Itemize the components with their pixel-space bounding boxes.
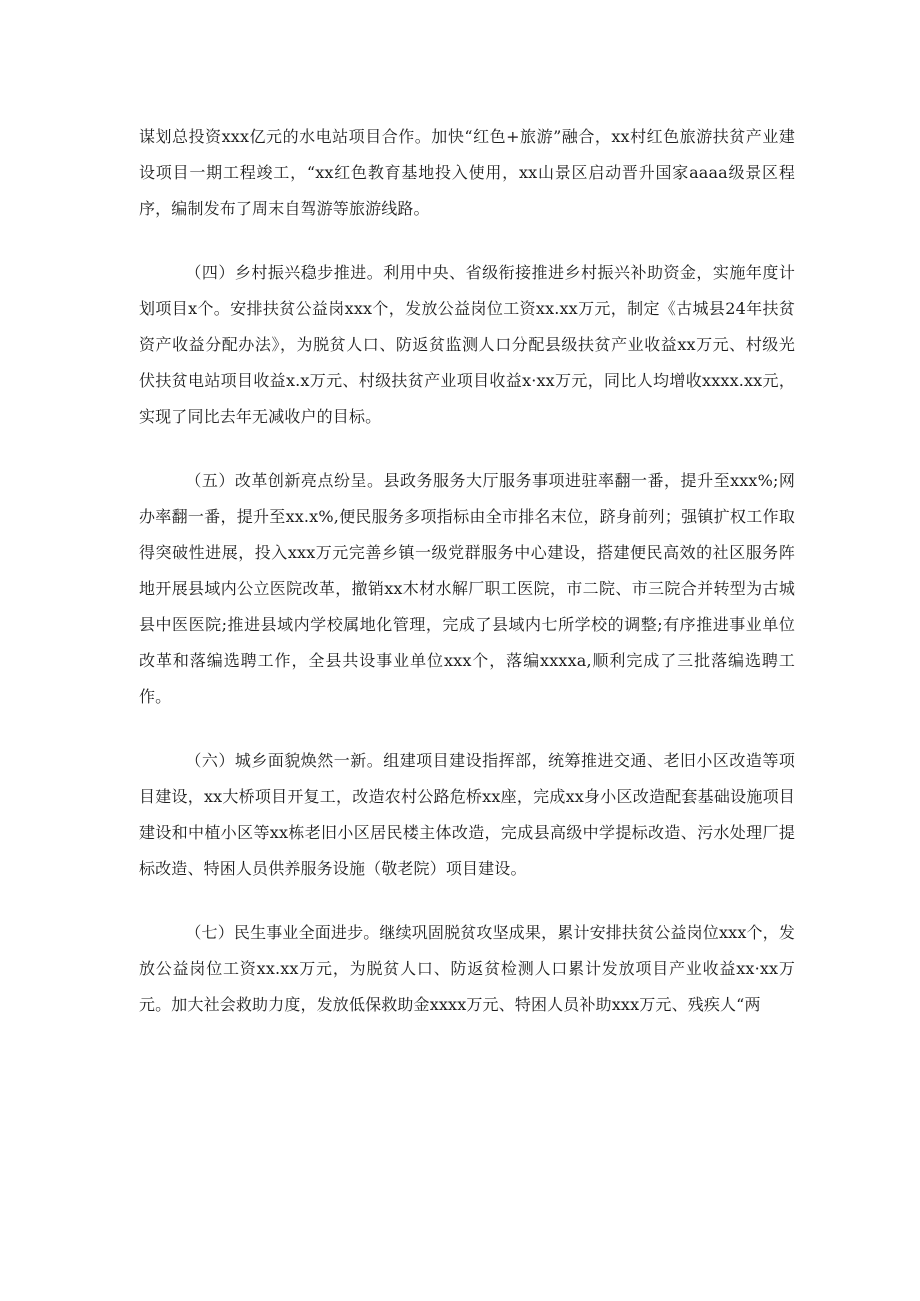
paragraph-tourism: 谋划总投资xxx亿元的水电站项目合作。加快“红色+旅游”融合，xx村红色旅游扶贫产业建设项目一期工程竣工，“xx红色教育基地投入使用，xx山景区启动晋升国家aaaa级景区程序，编制发布了周末自驾游等旅游线路。 [139, 127, 795, 218]
paragraph-urban-rural: （六）城乡面貌焕然一新。组建项目建设指挥部，统筹推进交通、老旧小区改造等项目建设，xx大桥项目开复工，改造农村公路危桥xx座，完成xx身小区改造配套基础设施项目建设和中植小区等xx栋老旧小区居民楼主体改造，完成县高级中学提标改造、污水处理厂提标改造、特困人员供养服务设施（敬老院）项目建设。 [139, 751, 795, 878]
paragraph-rural-revitalization: （四）乡村振兴稳步推进。利用中央、省级衔接推进乡村振兴补助资金，实施年度计划项目x个。安排扶贫公益岗xxx个，发放公益岗位工资xx.xx万元，制定《古城县24年扶贫资产收益分配办法》，为脱贫人口、防返贫监测人口分配县级扶贫产业收益xx万元、村级光伏扶贫电站项目收益x.x万元、村级扶贫产业项目收益x·xx万元，同比人均增收xxxx.xx元，实现了同比去年无减收户的目标。 [139, 263, 795, 426]
paragraph-livelihood: （七）民生事业全面进步。继续巩固脱贫攻坚成果，累计安排扶贫公益岗位xxx个，发放公益岗位工资xx.xx万元，为脱贫人口、防返贫检测人口累计发放项目产业收益xx·xx万元。加大社会救助力度，发放低保救助金xxxx万元、特困人员补助xxx万元、残疾人“两 [139, 923, 795, 1015]
document-body [139, 119, 795, 1051]
paragraph-reform-innovation: （五）改革创新亮点纷呈。县政务服务大厅服务事项进驻率翻一番，提升至xxx%;网办率翻一番，提升至xx.x%,便民服务多项指标由全市排名末位，跻身前列；强镇扩权工作取得突破性进展，投入xxx万元完善乡镇一级党群服务中心建设，搭建便民高效的社区服务阵地开展县域内公立医院改革，撤销xx木材水解厂职工医院，市二院、市三院合并转型为古城县中医医院;推进县域内学校属地化管理，完成了县域内七所学校的调整;有序推进事业单位改革和落编选聘工作，全县共设事业单位xxx个，落编xxxxa,顺利完成了三批落编选聘工作。 [139, 471, 795, 706]
